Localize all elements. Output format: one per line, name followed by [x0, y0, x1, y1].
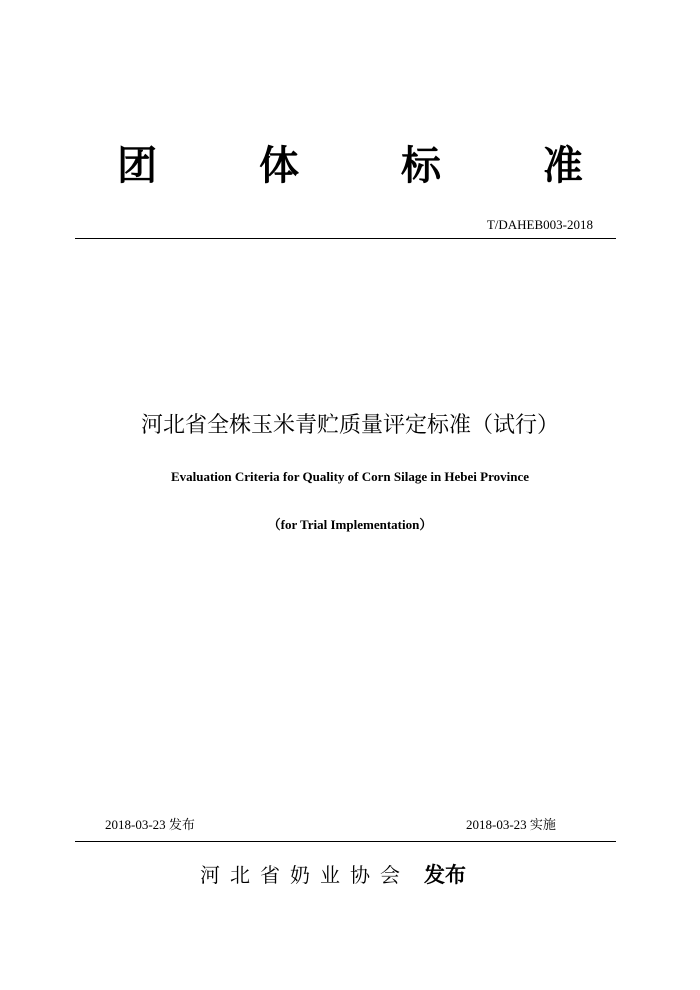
standard-title-english: Evaluation Criteria for Quality of Corn Silage in Hebei Province [170, 469, 530, 484]
publisher-name: 河北省奶业协会 [200, 863, 410, 887]
issue-date: 2018-03-23 发布 [105, 817, 195, 832]
footer-divider [75, 841, 616, 842]
standard-code: T/DAHEB003-2018 [486, 217, 593, 232]
header-divider [75, 238, 616, 239]
standard-title-chinese: 河北省全株玉米青贮质量评定标准（试行） [140, 413, 559, 438]
implementation-date: 2018-03-23 实施 [466, 817, 556, 832]
standard-title-english-subtitle: （for Trial Implementation） [267, 517, 433, 532]
publisher-action: 发布 [424, 863, 466, 887]
document-type-title: 团 体 标 准 [117, 143, 627, 189]
publisher-line [200, 860, 466, 892]
